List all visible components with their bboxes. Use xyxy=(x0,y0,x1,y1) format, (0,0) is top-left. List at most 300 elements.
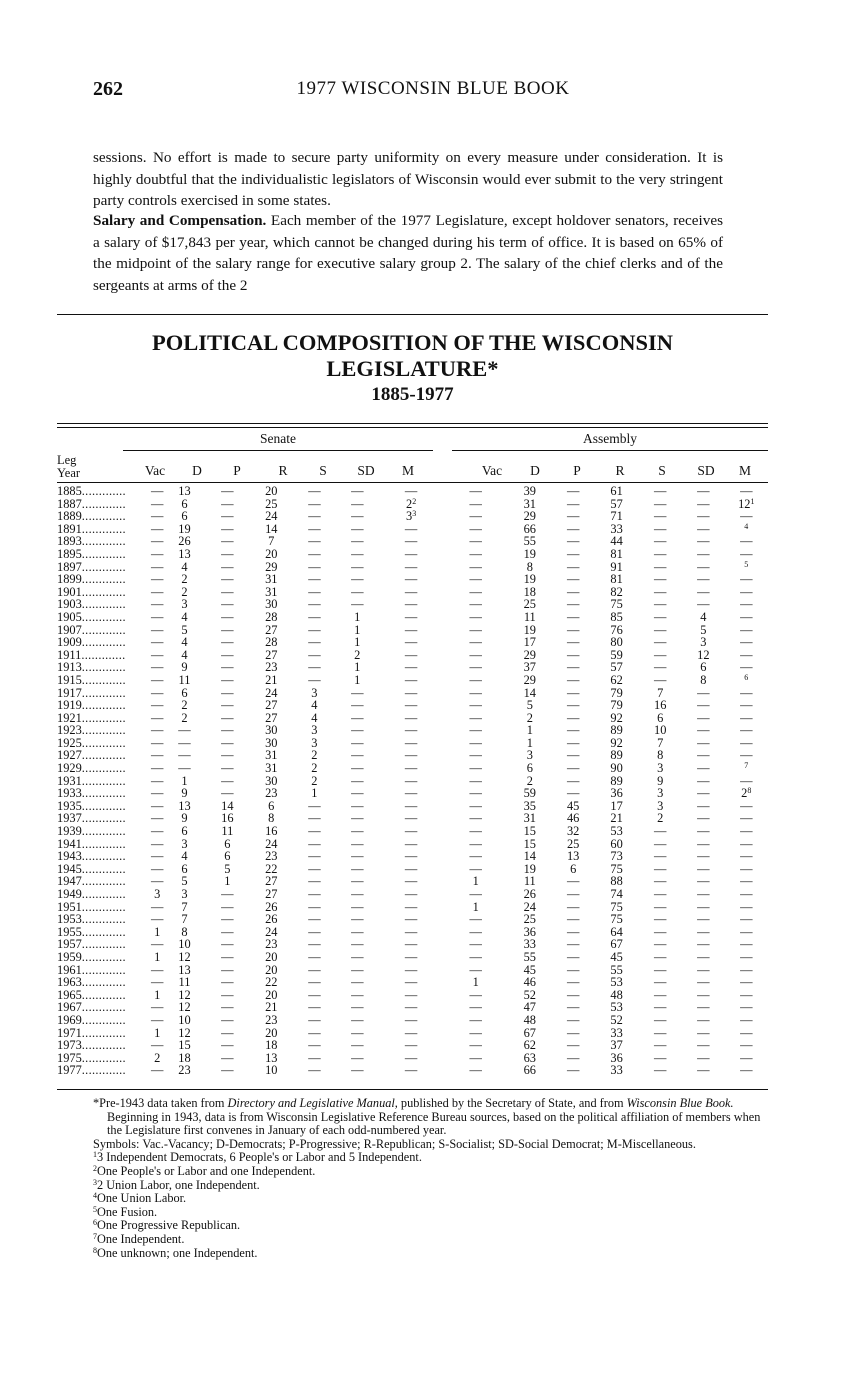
cell-senate-m: — xyxy=(404,534,418,549)
cell-senate-s: — xyxy=(308,874,321,889)
cell-assembly-sd: — xyxy=(697,924,710,939)
cell-assembly-vac: — xyxy=(469,647,482,662)
cell-senate-vac: — xyxy=(151,647,164,662)
cell-senate-sd: — xyxy=(351,924,364,939)
cell-assembly-p: — xyxy=(566,912,580,927)
cell-senate-vac: — xyxy=(151,509,164,524)
cell-senate-d: — xyxy=(178,748,191,763)
cell-assembly-p: — xyxy=(566,622,580,637)
cell-assembly-sd: — xyxy=(697,1063,710,1078)
cell-senate-p: 14 xyxy=(221,798,234,813)
page-header xyxy=(93,78,773,104)
cell-senate-m xyxy=(379,510,443,523)
cell-assembly-p: — xyxy=(566,484,580,498)
column-header-senate-p: P xyxy=(233,463,241,478)
cell-assembly-d: 19 xyxy=(523,622,536,637)
cell-senate-vac: 1 xyxy=(154,924,161,939)
cell-senate-s: — xyxy=(308,484,321,498)
cell-assembly-m: — xyxy=(740,647,753,662)
cell-senate-vac: — xyxy=(151,824,164,839)
cell-assembly-d: 66 xyxy=(523,521,536,536)
cell-assembly-s: — xyxy=(654,584,667,599)
cell-assembly-r: 33 xyxy=(610,1025,623,1040)
cell-senate-m: — xyxy=(404,761,418,776)
cell-assembly-d: 26 xyxy=(523,887,536,901)
cell-senate-d: 3 xyxy=(181,836,188,851)
cell-assembly-p: — xyxy=(566,496,580,511)
cell-senate-r: 20 xyxy=(265,1025,278,1040)
cell-assembly-vac: — xyxy=(469,698,482,713)
cell-assembly-p: — xyxy=(566,887,580,901)
cell-assembly-m: — xyxy=(740,735,753,750)
footnote-ref: 1 xyxy=(750,496,755,506)
cell-assembly-d: 59 xyxy=(523,786,536,801)
cell-senate-d: 12 xyxy=(178,949,191,964)
year-text: 1887 xyxy=(57,496,82,511)
cell-senate-m: — xyxy=(404,1050,418,1065)
cell-senate-vac: — xyxy=(151,861,164,876)
cell-assembly-r: 71 xyxy=(610,509,623,524)
cell-senate-vac: — xyxy=(151,1063,164,1078)
cell-assembly-s: — xyxy=(654,874,667,889)
leader-dots: ............. xyxy=(81,924,126,939)
cell-senate-r: 16 xyxy=(265,824,278,839)
cell-assembly-r: 55 xyxy=(610,962,623,977)
footnote-text: One Fusion. xyxy=(97,1204,158,1219)
cell-assembly-m: — xyxy=(740,975,753,990)
cell-assembly-r: 36 xyxy=(610,786,623,801)
cell-senate-m: — xyxy=(404,748,418,763)
footnote-source-pre: *Pre-1943 data taken from xyxy=(93,1096,228,1110)
cell-senate-r: 28 xyxy=(265,609,278,624)
cell-senate-s: 1 xyxy=(311,786,318,801)
cell-senate-r: 8 xyxy=(268,811,275,826)
cell-senate-sd: 1 xyxy=(354,622,361,637)
table-row xyxy=(57,510,768,523)
cell-senate-sd: 2 xyxy=(354,647,361,662)
cell-assembly-sd: — xyxy=(697,949,710,964)
column-header-assembly-p: P xyxy=(573,463,581,478)
composition-table xyxy=(57,485,768,1077)
leader-dots: ............. xyxy=(81,735,126,750)
year-text: 1967 xyxy=(57,1000,82,1015)
cell-senate-m: — xyxy=(404,685,418,700)
cell-senate-r: 30 xyxy=(265,773,278,788)
cell-senate-d: 13 xyxy=(178,484,191,498)
cell-senate-m: — xyxy=(404,735,418,750)
footnote-ref: 8 xyxy=(747,786,752,796)
table-row xyxy=(57,724,768,737)
cell-senate-m: — xyxy=(404,798,418,813)
cell-senate-vac: — xyxy=(151,937,164,952)
cell-senate-s: 3 xyxy=(311,685,318,700)
year-text: 1933 xyxy=(57,786,82,801)
column-header-senate-sd: SD xyxy=(357,463,375,478)
cell-assembly-p: — xyxy=(566,975,580,990)
cell-senate-sd: — xyxy=(351,849,364,864)
cell-assembly-d: 14 xyxy=(523,685,536,700)
cell-assembly-sd: — xyxy=(697,710,710,725)
leader-dots: ............. xyxy=(81,698,126,713)
cell-assembly-sd: — xyxy=(697,987,710,1002)
footnote-mark: 2 xyxy=(93,1163,97,1173)
cell-assembly-s: — xyxy=(654,962,667,977)
cell-assembly-p: — xyxy=(566,698,580,713)
assembly-group-rule xyxy=(452,450,768,451)
salary-heading: Salary and Compensation. xyxy=(93,212,267,229)
cell-assembly-sd: 5 xyxy=(700,622,707,637)
cell-senate-d: 4 xyxy=(181,647,188,662)
cell-assembly-sd: — xyxy=(697,1050,710,1065)
cell-senate-r: 24 xyxy=(265,836,278,851)
cell-senate-vac: 1 xyxy=(154,1025,161,1040)
column-header-senate-vac: Vac xyxy=(144,463,166,478)
cell-senate-s: — xyxy=(308,849,321,864)
cell-senate-p: — xyxy=(221,735,234,750)
cell-senate-vac: — xyxy=(151,1012,164,1027)
cell-assembly-sd: — xyxy=(697,937,710,952)
cell-senate-p: — xyxy=(221,534,234,549)
cell-senate-r: 13 xyxy=(265,1050,278,1065)
cell-assembly-r: 62 xyxy=(610,672,623,687)
cell-assembly-s: — xyxy=(654,975,667,990)
cell-assembly-m: — xyxy=(740,849,753,864)
cell-assembly-m: — xyxy=(740,509,753,524)
cell-assembly-s: — xyxy=(654,484,667,498)
cell-assembly-r: 90 xyxy=(610,761,623,776)
cell-assembly-m: — xyxy=(740,987,753,1002)
table-row xyxy=(57,636,768,649)
cell-senate-d: 6 xyxy=(181,509,188,524)
cell-senate-sd: — xyxy=(351,912,364,927)
leader-dots: ............. xyxy=(81,1038,126,1053)
cell-assembly-d: 35 xyxy=(523,798,536,813)
cell-senate-s: — xyxy=(308,1038,321,1053)
cell-senate-sd: 1 xyxy=(354,660,361,675)
cell-assembly-d: 24 xyxy=(523,899,536,914)
cell-assembly-p: — xyxy=(566,874,580,889)
cell-assembly-s: — xyxy=(654,1025,667,1040)
cell-assembly-m: — xyxy=(740,861,753,876)
cell-senate-d: 7 xyxy=(181,899,188,914)
cell-assembly-vac: — xyxy=(469,861,482,876)
cell-senate-s: — xyxy=(308,912,321,927)
cell-senate-sd: — xyxy=(351,773,364,788)
leader-dots: ............. xyxy=(81,748,126,763)
table-row xyxy=(57,1064,768,1077)
cell-senate-m: — xyxy=(404,937,418,952)
cell-assembly-s: — xyxy=(654,534,667,549)
cell-assembly-s: — xyxy=(654,572,667,587)
year-text: 1905 xyxy=(57,609,82,624)
cell-assembly-s: 6 xyxy=(657,710,664,725)
cell-senate-m: — xyxy=(404,811,418,826)
table-row xyxy=(57,611,768,624)
table-title-line-1: POLITICAL COMPOSITION OF THE WISCONSIN xyxy=(152,330,673,355)
footnote-item xyxy=(93,1192,773,1206)
cell-senate-d: 10 xyxy=(178,1012,191,1027)
cell-senate-vac: — xyxy=(151,546,164,561)
footnote-symbols: Symbols: Vac.-Vacancy; D-Democrats; P-Progressive; R-Republican; S-Socialist; SD-Social Democrat; M-Miscellaneous. xyxy=(93,1136,696,1151)
cell-senate-sd: — xyxy=(351,521,364,536)
cell-assembly-m xyxy=(725,762,768,775)
cell-senate-m: — xyxy=(404,584,418,599)
leader-dots: ............. xyxy=(81,723,126,738)
cell-senate-sd: — xyxy=(351,1038,364,1053)
leader-dots: ............. xyxy=(81,824,126,839)
cell-senate-sd: 1 xyxy=(354,609,361,624)
cell-assembly-vac: — xyxy=(469,622,482,637)
column-header-assembly-d: D xyxy=(530,463,540,478)
cell-senate-sd: 1 xyxy=(354,672,361,687)
cell-assembly-d: 5 xyxy=(526,698,533,713)
cell-senate-p: — xyxy=(221,748,234,763)
cell-senate-vac: — xyxy=(151,635,164,650)
cell-assembly-m: — xyxy=(740,710,753,725)
year-text: 1921 xyxy=(57,710,82,725)
cell-senate-m: — xyxy=(404,824,418,839)
cell-assembly-m: — xyxy=(740,887,753,901)
cell-assembly-sd: — xyxy=(697,811,710,826)
cell-assembly-p: — xyxy=(566,710,580,725)
cell-assembly-p: — xyxy=(566,672,580,687)
cell-senate-d: 15 xyxy=(178,1038,191,1053)
leader-dots: ............. xyxy=(81,1000,126,1015)
cell-assembly-r: 80 xyxy=(610,635,623,650)
cell-senate-p: — xyxy=(221,672,234,687)
footnote-ref: 5 xyxy=(744,559,749,569)
cell-assembly-s: — xyxy=(654,559,667,574)
cell-senate-s: — xyxy=(308,949,321,964)
cell-senate-vac: — xyxy=(151,496,164,511)
cell-assembly-vac: 1 xyxy=(472,874,479,889)
cell-senate-sd: — xyxy=(351,1063,364,1078)
cell-senate-s: — xyxy=(308,609,321,624)
cell-senate-p: — xyxy=(221,899,234,914)
cell-senate-d: 13 xyxy=(178,798,191,813)
footnote-item xyxy=(93,1165,773,1179)
cell-senate-p: 16 xyxy=(221,811,234,826)
cell-senate-r: 10 xyxy=(265,1063,278,1078)
cell-assembly-r: 67 xyxy=(610,937,623,952)
cell-senate-sd: — xyxy=(351,861,364,876)
cell-assembly-d: 15 xyxy=(523,836,536,851)
cell-assembly-s: — xyxy=(654,912,667,927)
cell-assembly-vac: — xyxy=(469,584,482,599)
cell-assembly-r: 85 xyxy=(610,609,623,624)
cell-assembly-d: 47 xyxy=(523,1000,536,1015)
cell-assembly-s: — xyxy=(654,521,667,536)
cell-assembly-sd: — xyxy=(697,534,710,549)
table-row xyxy=(57,913,768,926)
year-text: 1909 xyxy=(57,635,82,650)
cell-senate-sd: — xyxy=(351,874,364,889)
cell-assembly-m xyxy=(725,787,768,800)
cell-senate-sd: — xyxy=(351,1050,364,1065)
cell-senate-r: 23 xyxy=(265,786,278,801)
cell-assembly-s: 3 xyxy=(657,786,664,801)
cell-assembly-sd: — xyxy=(697,824,710,839)
leg-year-header xyxy=(57,454,80,480)
cell-senate-p: — xyxy=(221,1000,234,1015)
cell-assembly-r: 37 xyxy=(610,1038,623,1053)
cell-assembly-vac: — xyxy=(469,572,482,587)
cell-assembly-p: — xyxy=(566,1025,580,1040)
cell-assembly-r: 53 xyxy=(610,824,623,839)
year-text: 1941 xyxy=(57,836,82,851)
cell-assembly-d: 63 xyxy=(523,1050,536,1065)
cell-assembly-vac: — xyxy=(469,559,482,574)
cell-assembly-sd: — xyxy=(697,521,710,536)
footnote-text: One unknown; one Independent. xyxy=(97,1245,258,1260)
cell-senate-s: — xyxy=(308,559,321,574)
table-row xyxy=(57,1014,768,1027)
cell-senate-sd: — xyxy=(351,1012,364,1027)
column-header-senate-d: D xyxy=(192,463,202,478)
cell-senate-p: — xyxy=(221,710,234,725)
cell-senate-r: 23 xyxy=(265,1012,278,1027)
cell-assembly-vac: — xyxy=(469,710,482,725)
cell-senate-d: 11 xyxy=(178,672,191,687)
cell-senate-p: — xyxy=(221,1012,234,1027)
cell-assembly-r: 53 xyxy=(610,975,623,990)
cell-assembly-r: 64 xyxy=(610,924,623,939)
cell-assembly-m: — xyxy=(740,685,753,700)
cell-assembly-vac: — xyxy=(469,1063,482,1078)
table-row xyxy=(57,1039,768,1052)
cell-senate-sd: — xyxy=(351,597,364,612)
cell-senate-d: 6 xyxy=(181,496,188,511)
cell-assembly-s: — xyxy=(654,899,667,914)
table-row xyxy=(57,699,768,712)
cell-assembly-m: — xyxy=(740,1000,753,1015)
cell-senate-vac: — xyxy=(151,559,164,574)
leg-label: Leg xyxy=(57,453,77,467)
cell-senate-s: — xyxy=(308,534,321,549)
cell-senate-r: 31 xyxy=(265,584,278,599)
year-text: 1917 xyxy=(57,685,82,700)
cell-assembly-r: 74 xyxy=(610,887,623,901)
cell-assembly-p: — xyxy=(566,949,580,964)
cell-senate-d: 4 xyxy=(181,635,188,650)
year-text: 1885 xyxy=(57,484,82,498)
cell-senate-p: — xyxy=(221,698,234,713)
cell-senate-d: 6 xyxy=(181,685,188,700)
cell-assembly-vac: — xyxy=(469,987,482,1002)
leader-dots: ............. xyxy=(81,572,126,587)
cell-assembly-vac: — xyxy=(469,597,482,612)
cell-senate-sd: — xyxy=(351,962,364,977)
body-paragraph-sessions: sessions. No effort is made to secure party uniformity on every measure under consideration. It is highly doubtful that the individualistic legislators of Wisconsin would ever submit to the very stringent party controls exercised in some states. xyxy=(93,149,723,209)
table-row xyxy=(57,787,768,800)
cell-assembly-m: — xyxy=(740,723,753,738)
cell-assembly-p: — xyxy=(566,937,580,952)
cell-senate-m: — xyxy=(404,698,418,713)
cell-senate-s: — xyxy=(308,1000,321,1015)
cell-senate-d: 7 xyxy=(181,912,188,927)
page-number: 262 xyxy=(93,78,123,100)
cell-senate-p: — xyxy=(221,559,234,574)
cell-assembly-p: 45 xyxy=(566,798,580,813)
cell-senate-r: 6 xyxy=(268,798,275,813)
cell-senate-r: 14 xyxy=(265,521,278,536)
cell-assembly-sd: — xyxy=(697,786,710,801)
cell-assembly-d: 1 xyxy=(526,723,533,738)
cell-senate-vac: — xyxy=(151,748,164,763)
cell-assembly-p: — xyxy=(566,735,580,750)
cell-senate-p: — xyxy=(221,887,234,901)
cell-assembly-p: — xyxy=(566,572,580,587)
assembly-group-label: Assembly xyxy=(583,431,637,446)
leader-dots: ............. xyxy=(81,975,126,990)
cell-assembly-vac: — xyxy=(469,484,482,498)
cell-senate-r: 20 xyxy=(265,484,278,498)
cell-assembly-d: 11 xyxy=(523,874,536,889)
cell-senate-sd: — xyxy=(351,1025,364,1040)
cell-assembly-m: — xyxy=(740,698,753,713)
cell-assembly-m: — xyxy=(740,949,753,964)
year-text: 1959 xyxy=(57,949,82,964)
cell-senate-d: 12 xyxy=(178,1025,191,1040)
cell-senate-vac: — xyxy=(151,597,164,612)
cell-assembly-sd: — xyxy=(697,584,710,599)
footnote-source-post: Beginning in 1943, data is from Wisconsin Legislative Reference Bureau sources, based on the political affiliation of members when the Legislature first convenes in January of each odd-numbered year. xyxy=(107,1109,761,1138)
cell-assembly-p: 25 xyxy=(566,836,580,851)
cell-assembly-vac: 1 xyxy=(472,899,479,914)
cell-assembly-sd: 3 xyxy=(700,635,707,650)
table-title-line-2: LEGISLATURE* xyxy=(326,356,499,381)
cell-senate-p: — xyxy=(221,1050,234,1065)
footnote-item xyxy=(93,1233,773,1247)
cell-senate-s: — xyxy=(308,899,321,914)
leader-dots: ............. xyxy=(81,1025,126,1040)
cell-assembly-s: — xyxy=(654,887,667,901)
cell-senate-d: 5 xyxy=(181,874,188,889)
cell-senate-s: — xyxy=(308,861,321,876)
cell-assembly-sd: — xyxy=(697,798,710,813)
year-text: 1897 xyxy=(57,559,82,574)
cell-senate-m: — xyxy=(404,899,418,914)
cell-senate-vac: — xyxy=(151,660,164,675)
cell-assembly-r: 92 xyxy=(610,735,623,750)
year-text: 1937 xyxy=(57,811,82,826)
cell-assembly-r: 91 xyxy=(610,559,623,574)
leader-dots: ............. xyxy=(81,1063,126,1078)
cell-assembly-r: 57 xyxy=(610,496,623,511)
cell-assembly-p: — xyxy=(566,924,580,939)
cell-assembly-s: — xyxy=(654,509,667,524)
year-text: 1901 xyxy=(57,584,82,599)
cell-assembly-s: — xyxy=(654,1063,667,1078)
cell-assembly-d: 45 xyxy=(523,962,536,977)
leader-dots: ............. xyxy=(81,912,126,927)
cell-senate-d: 13 xyxy=(178,962,191,977)
cell-assembly-m: — xyxy=(740,811,753,826)
footnote-text: One Progressive Republican. xyxy=(97,1218,241,1233)
cell-senate-s: — xyxy=(308,572,321,587)
cell-senate-r: 24 xyxy=(265,685,278,700)
cell-assembly-d: 39 xyxy=(523,484,536,498)
cell-assembly-sd: — xyxy=(697,836,710,851)
cell-assembly-d: 29 xyxy=(523,647,536,662)
cell-senate-vac: — xyxy=(151,484,164,498)
cell-senate-p: — xyxy=(221,584,234,599)
cell-senate-d: 11 xyxy=(178,975,191,990)
cell-senate-d: 2 xyxy=(181,572,188,587)
cell-senate-sd: — xyxy=(351,836,364,851)
cell-assembly-vac: — xyxy=(469,887,482,901)
cell-senate-vac: 2 xyxy=(154,1050,161,1065)
